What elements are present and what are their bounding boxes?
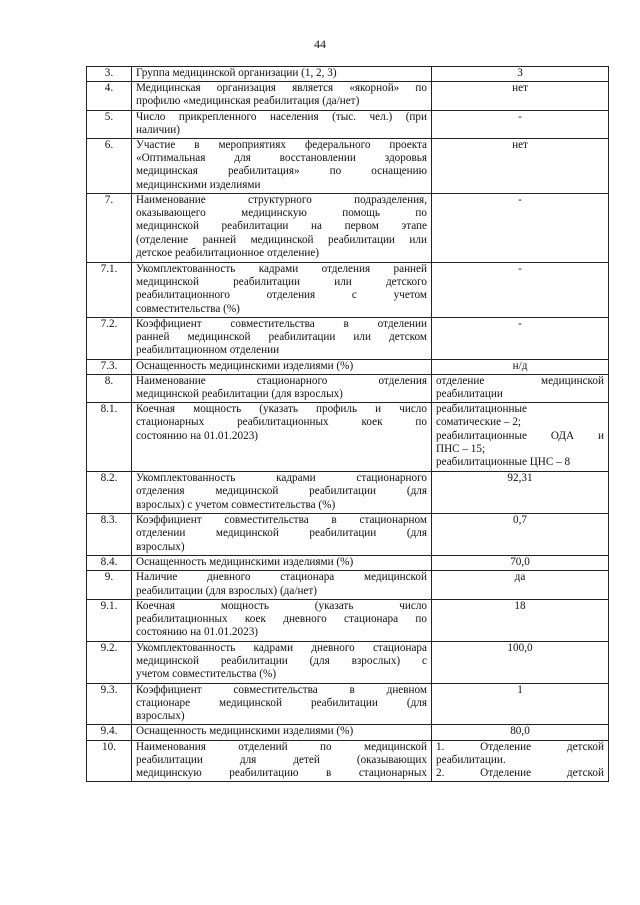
indicator-name-line: Коечная мощность (указать профиль и число [136,403,427,416]
row-number: 9.1. [87,599,132,641]
row-number: 5. [87,110,132,138]
indicator-name-line: Укомплектованность кадрами отделения ранней [136,263,427,276]
row-number: 8. [87,374,132,402]
indicator-name [132,318,432,360]
indicator-name-line: медицинской реабилитации на первом этапе [136,220,427,233]
indicator-value-line: нет [512,139,528,152]
indicator-value-line: н/д [512,359,528,372]
indicator-value [432,374,609,402]
indicator-name-line: профилю «медицинская реабилитация (да/нет) [136,95,360,108]
table-row [87,740,609,782]
row-number: 10. [87,740,132,782]
indicator-value [432,359,609,374]
indicator-name [132,263,432,318]
indicator-name-line: совместительства (%) [136,302,240,315]
row-number: 9.3. [87,683,132,725]
indicator-name [132,82,432,110]
indicator-name-line: медицинской реабилитации или детского [136,276,427,289]
table-row [87,82,609,110]
indicator-name-line: состоянию на 01.01.2023) [136,626,259,639]
indicator-name-line: Коечная мощность (указать число [136,599,427,612]
table-row [87,403,609,472]
indicator-name-line: детское реабилитационное отделение) [136,246,320,259]
indicator-name-line: наличии) [136,123,180,136]
table-row [87,514,609,556]
indicator-name [132,599,432,641]
indicator-value [432,599,609,641]
indicator-value-line: 100,0 [507,641,533,654]
indicator-name-line: реабилитационных коек дневного стационара по [136,613,427,626]
indicator-name [132,683,432,725]
indicator-name-line: реабилитации (для взрослых) (да/нет) [136,584,318,597]
indicator-value [432,318,609,360]
indicator-value-line: 1 [517,683,523,696]
row-number: 7.2. [87,318,132,360]
indicator-name-line: Число прикрепленного населения (тыс. чел.) (при [136,110,427,123]
indicator-name-line: Наименование стационарного отделения [136,374,427,387]
indicator-value-line: отделение медицинской [436,374,604,387]
page-number: 44 [314,37,326,51]
indicator-name-line: стационарных реабилитационных коек по [136,416,427,429]
indicator-name-line: Наименование структурного подразделения, [136,194,427,207]
indicator-value [432,571,609,599]
row-number: 8.3. [87,514,132,556]
table-row [87,263,609,318]
indicator-value [432,641,609,683]
indicator-name [132,110,432,138]
indicator-name-line: медицинской реабилитации (для взрослых) с [136,655,427,668]
indicator-value-line: 0,7 [513,514,527,527]
indicator-name-line: реабилитации для детей (оказывающих [136,753,427,766]
indicator-value [432,556,609,571]
row-number: 8.2. [87,472,132,514]
indicator-name-line: Наименования отделений по медицинской [136,740,427,753]
indicator-name [132,641,432,683]
table-row [87,641,609,683]
indicator-name-line: медицинскими изделиями [136,178,261,191]
indicator-name [132,139,432,194]
indicator-value-line: реабилитационные ЦНС – 8 [436,456,571,469]
table-row [87,318,609,360]
indicator-name-line: Оснащенность медицинскими изделиями (%) [136,359,354,372]
indicator-name-line: Коэффициент совместительства в стационарном [136,514,427,527]
row-number: 7. [87,194,132,263]
indicator-value-line: нет [512,82,528,95]
indicator-value [432,263,609,318]
indicator-name [132,740,432,782]
table-row [87,110,609,138]
indicator-value [432,194,609,263]
indicator-value-line: - [518,110,522,123]
row-number: 9.4. [87,725,132,740]
indicator-name-line: взрослых) [136,710,185,723]
indicator-value-line: - [518,263,522,276]
row-number: 7.3. [87,359,132,374]
rehab-info-table [86,66,609,782]
indicator-value-line: 18 [514,599,526,612]
table-row [87,571,609,599]
table-row [87,67,609,82]
indicator-name-line: Коэффициент совместительства в дневном [136,683,427,696]
row-number: 9.2. [87,641,132,683]
indicator-name-line: Группа медицинской организации (1, 2, 3) [136,67,337,79]
indicator-name-line: Укомплектованность кадрами дневного стационара [136,641,427,654]
indicator-name-line: реабилитационного отделения с учетом [136,289,427,302]
indicator-name-line: отделении медицинской реабилитации (для [136,527,427,540]
table-row [87,374,609,402]
row-number: 8.4. [87,556,132,571]
indicator-value-line: 92,31 [507,472,533,485]
row-number: 4. [87,82,132,110]
indicator-name [132,194,432,263]
indicator-name [132,514,432,556]
indicator-name-line: учетом совместительства (%) [136,668,277,681]
indicator-name [132,359,432,374]
indicator-value [432,67,609,82]
indicator-name [132,374,432,402]
indicator-name [132,403,432,472]
indicator-value [432,740,609,782]
indicator-value-line: - [518,194,522,207]
row-number: 7.1. [87,263,132,318]
indicator-value-line: 1. Отделение детской [436,740,604,753]
indicator-value-line: да [514,571,526,584]
indicator-value [432,472,609,514]
indicator-name-line: взрослых) [136,540,185,553]
indicator-name-line: взрослых) с учетом совместительства (%) [136,498,336,511]
indicator-name-line: Укомплектованность кадрами стационарного [136,472,427,485]
table-row [87,556,609,571]
indicator-name-line: (отделение ранней медицинской реабилитации или [136,233,427,246]
indicator-value-line: 3 [517,67,523,79]
indicator-name-line: Наличие дневного стационара медицинской [136,571,427,584]
indicator-name-line: Оснащенность медицинскими изделиями (%) [136,556,354,569]
indicator-value [432,403,609,472]
indicator-name [132,556,432,571]
indicator-value-line: ПНС – 15; [436,442,486,455]
indicator-name-line: Оснащенность медицинскими изделиями (%) [136,725,354,738]
table-row [87,194,609,263]
row-number: 3. [87,67,132,82]
indicator-value [432,725,609,740]
indicator-value-line: - [518,318,522,331]
indicator-name [132,472,432,514]
indicator-value-line: реабилитации [436,388,503,401]
indicator-value [432,139,609,194]
table-row [87,359,609,374]
indicator-name-line: реабилитационном отделении [136,344,280,357]
indicator-value [432,110,609,138]
row-number: 9. [87,571,132,599]
table-row [87,139,609,194]
indicator-value [432,683,609,725]
indicator-name [132,725,432,740]
indicator-name-line: оказывающего медицинскую помощь по [136,207,427,220]
table-row [87,599,609,641]
indicator-value-line: 70,0 [510,556,530,569]
indicator-value [432,82,609,110]
indicator-value-line: соматические – 2; [436,416,522,429]
indicator-name-line: отделения медицинской реабилитации (для [136,485,427,498]
indicator-name-line: Участие в мероприятиях федерального проекта [136,139,427,152]
indicator-name-line: медицинскую реабилитацию в стационарных [136,767,427,780]
indicator-name [132,571,432,599]
indicator-value-line: 80,0 [510,725,530,738]
indicator-name-line: ранней медицинской реабилитации или детском [136,331,427,344]
indicator-name-line: Коэффициент совместительства в отделении [136,318,427,331]
indicator-name-line: состоянию на 01.01.2023) [136,429,259,442]
table-row [87,683,609,725]
indicator-name [132,67,432,82]
indicator-value-line: реабилитационные [436,403,527,416]
indicator-name-line: «Оптимальная для восстановлении здоровья [136,152,427,165]
row-number: 6. [87,139,132,194]
table-row [87,725,609,740]
indicator-value-line: 2. Отделение детской [436,767,604,780]
indicator-name-line: стационаре медицинской реабилитации (для [136,697,427,710]
row-number: 8.1. [87,403,132,472]
indicator-value-line: реабилитационные ОДА и [436,429,604,442]
indicator-name-line: Медицинская организация является «якорной» по [136,82,427,95]
table-row [87,472,609,514]
indicator-name-line: медицинской реабилитации (для взрослых) [136,388,343,401]
indicator-value [432,514,609,556]
indicator-name-line: медицинская реабилитация» по оснащению [136,165,427,178]
indicator-value-line: реабилитации. [436,753,506,766]
